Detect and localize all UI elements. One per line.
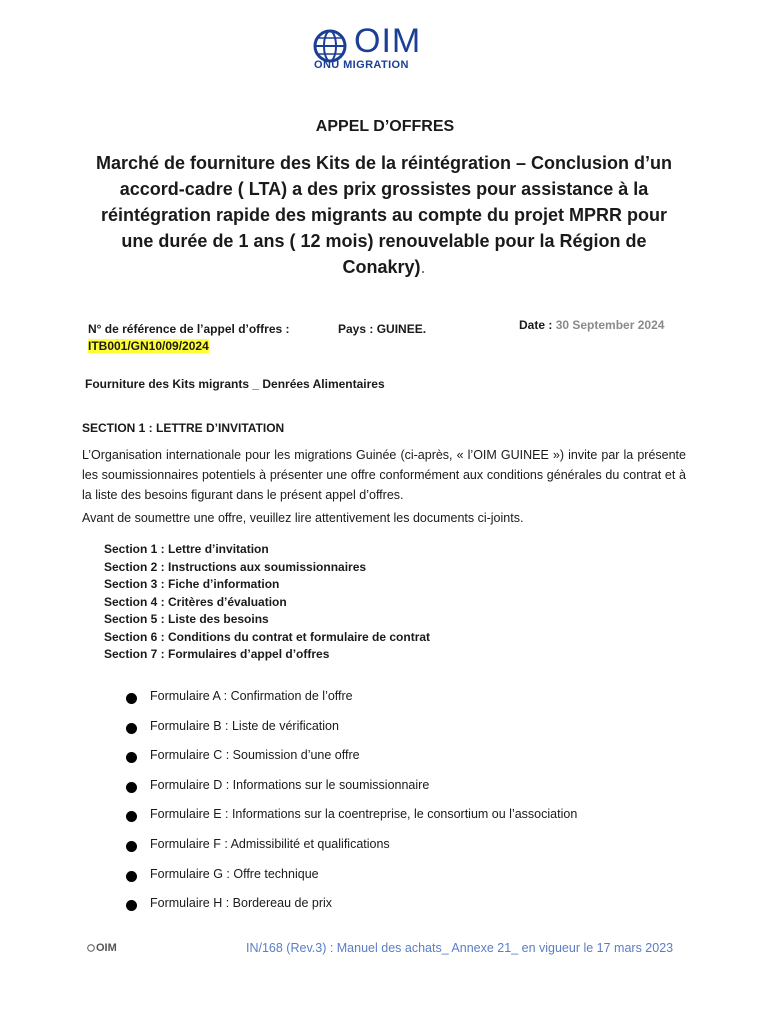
section-item: Section 5 : Liste des besoins — [104, 612, 269, 626]
footer-logo — [87, 942, 127, 960]
footer-logo-text: OIM — [96, 942, 117, 954]
form-item-label: Formulaire B : Liste de vérification — [150, 718, 339, 733]
bullet-icon — [126, 900, 137, 911]
document-title-text: Marché de fourniture des Kits de la réintégration – Conclusion d’un accord-cadre ( LTA) a des prix grossistes pour assistance à la réintégration rapide des migrants au compte du projet MPRR pour une durée de 1 ans ( 12 mois) renouvelable pour la Région de Conakry) — [95, 153, 673, 277]
sections-list — [104, 541, 430, 664]
bullet-icon — [126, 782, 137, 793]
globe-icon — [87, 944, 95, 952]
bullet-icon — [126, 811, 137, 822]
date-label: Date : — [519, 318, 553, 332]
document-title-end: . — [420, 257, 426, 277]
reference-value: ITB001/GN10/09/2024 — [88, 339, 209, 353]
section-item: Section 1 : Lettre d’invitation — [104, 542, 269, 556]
form-item-label: Formulaire A : Confirmation de l’offre — [150, 689, 353, 703]
form-item-label: Formulaire D : Informations sur le soumissionnaire — [150, 777, 430, 792]
form-item-label: Formulaire E : Informations sur la coentreprise, le consortium ou l’association — [150, 807, 578, 822]
reference-label: N° de référence de l’appel d’offres : — [88, 322, 290, 336]
country-label: Pays : GUINEE. — [338, 322, 427, 336]
bullet-icon — [126, 752, 137, 763]
section-item: Section 6 : Conditions du contrat et formulaire de contrat — [104, 629, 431, 644]
section-item: Section 7 : Formulaires d’appel d’offres — [104, 647, 330, 661]
bullet-icon — [126, 693, 137, 704]
document-heading: APPEL D’OFFRES — [315, 118, 455, 135]
footer-text: IN/168 (Rev.3) : Manuel des achats_ Annexe 21_ en vigueur le 17 mars 2023 — [246, 941, 674, 955]
invitation-paragraph: L’Organisation internationale pour les migrations Guinée (ci-après, « l’OIM GUINEE ») invite par la présente les soumissionnaires potentiels à présenter une offre conformément aux conditions générales du contrat et à la liste des besoins figurant dans le présent appel d’offres. — [82, 448, 686, 502]
section-item: Section 2 : Instructions aux soumissionnaires — [104, 559, 367, 574]
bullet-icon — [126, 841, 137, 852]
section-title: SECTION 1 : LETTRE D’INVITATION — [82, 421, 285, 435]
section-item: Section 4 : Critères d’évaluation — [104, 594, 287, 609]
section-item: Section 3 : Fiche d’information — [104, 577, 280, 591]
tender-subject: Fourniture des Kits migrants _ Denrées Alimentaires — [85, 377, 385, 391]
date-field — [519, 318, 664, 332]
form-item-label: Formulaire H : Bordereau de prix — [150, 896, 333, 911]
form-item-label: Formulaire G : Offre technique — [150, 866, 319, 881]
bullet-icon — [126, 723, 137, 734]
logo-subtext: ONU MIGRATION — [314, 59, 409, 71]
form-item-label: Formulaire F : Admissibilité et qualifications — [150, 836, 390, 851]
instruction-paragraph: Avant de soumettre une offre, veuillez lire attentivement les documents ci-joints. — [82, 511, 524, 525]
date-value: 30 September 2024 — [555, 318, 665, 332]
logo-text: OIM — [354, 22, 422, 60]
document-title — [88, 150, 680, 280]
bullet-icon — [126, 871, 137, 882]
form-item-label: Formulaire C : Soumission d’une offre — [150, 748, 360, 763]
oim-logo — [312, 22, 432, 72]
